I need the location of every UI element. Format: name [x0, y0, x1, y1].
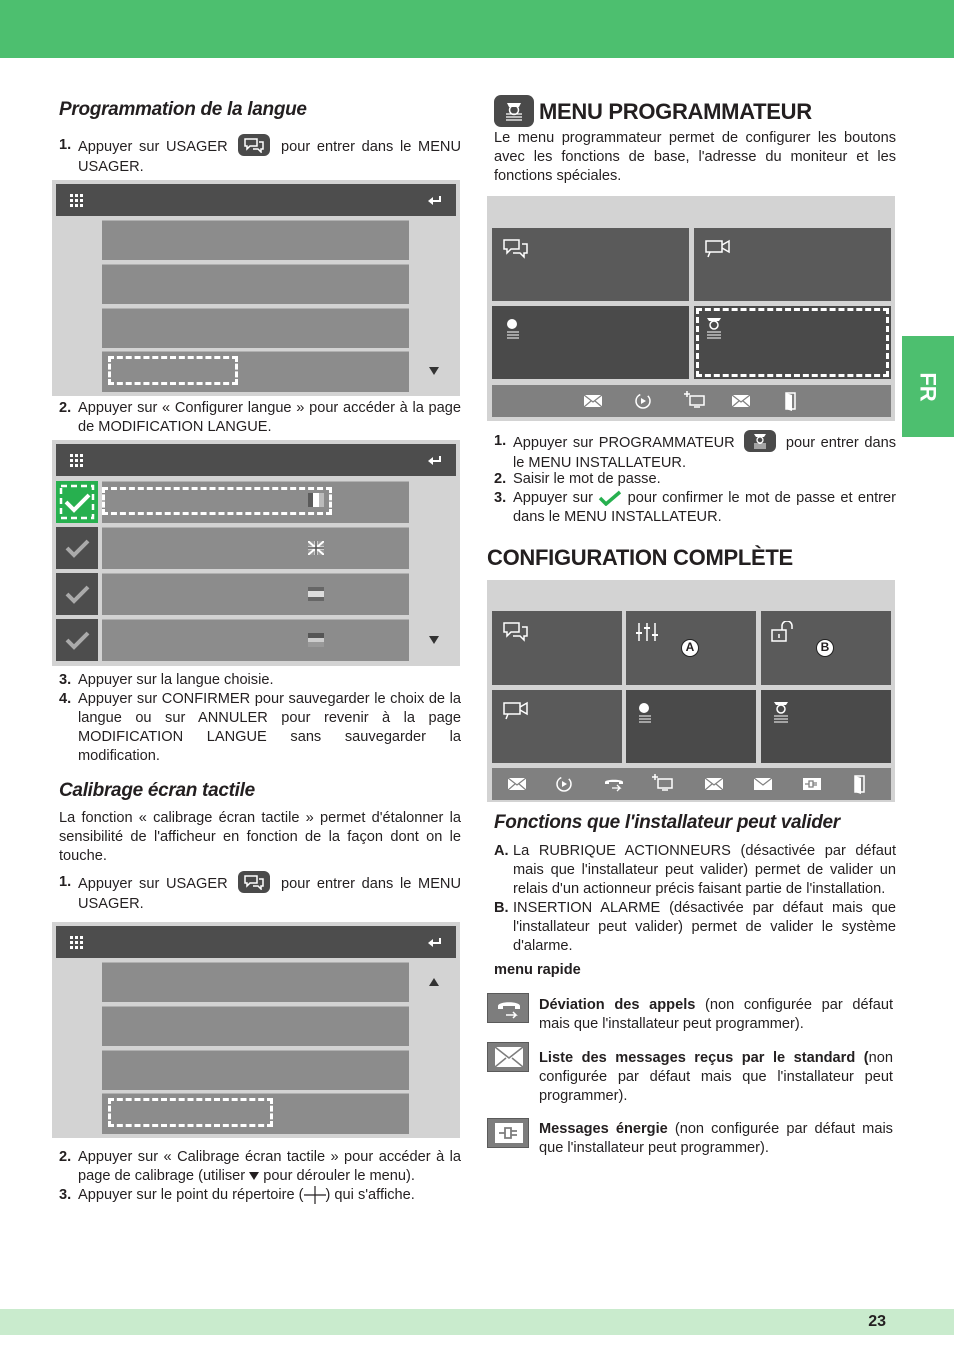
checkbox-selected[interactable] — [56, 481, 98, 523]
step-number: 1. — [59, 137, 72, 153]
quick-item-title: Liste des messages reçus par le standard ( — [539, 1050, 869, 1066]
quick-menu-label: menu rapide — [494, 962, 581, 978]
screen-programmer-menu — [487, 196, 895, 421]
quick-item-desc: (non configurée par défaut mais que l'installateur peut programmer). — [539, 997, 893, 1032]
checkbox[interactable] — [56, 619, 98, 661]
quick-item-desc: non configurée par défaut mais que l'installateur peut programmer). — [539, 1050, 893, 1104]
door-icon[interactable] — [783, 391, 799, 411]
tile-video[interactable] — [694, 228, 891, 301]
step-text: Appuyer sur CONFIRMER pour sauvegarder le choix de la langue ou sur ANNULER pour revenir à la page MODIFICATION LANGUE sans sauvegarder la modification. — [78, 691, 461, 764]
grid-icon[interactable] — [70, 194, 83, 207]
step-number: 2. — [494, 471, 507, 487]
scroll-down-icon[interactable] — [429, 367, 439, 375]
language-tab-label: FR — [915, 371, 941, 402]
step-2-programmer — [494, 470, 896, 489]
usager-button-icon — [238, 871, 270, 893]
message-icon[interactable] — [704, 776, 724, 792]
screen-full-configuration — [487, 580, 895, 802]
programmer-icon — [494, 95, 534, 127]
page-number: 23 — [868, 1313, 886, 1330]
grid-icon[interactable] — [70, 454, 83, 467]
step-text: ) qui s'affiche. — [325, 1187, 415, 1203]
step-number: 1. — [59, 874, 72, 890]
quick-item-title: Déviation des appels — [539, 997, 696, 1013]
switchboard-messages-icon[interactable] — [753, 776, 773, 792]
badge-b: B — [816, 639, 834, 657]
camera-icon — [502, 700, 530, 722]
message-icon[interactable] — [731, 393, 751, 409]
programmer-button-icon — [744, 430, 776, 452]
chat-icon — [502, 621, 530, 643]
screen-user-menu — [52, 180, 460, 396]
checkbox[interactable] — [56, 527, 98, 569]
highlight-dashed — [108, 356, 238, 385]
step-4-language — [59, 690, 461, 766]
step-text: Appuyer sur la langue choisie. — [78, 672, 274, 688]
energy-message-icon[interactable] — [802, 776, 822, 792]
usager-button-icon — [238, 134, 270, 156]
return-icon[interactable] — [428, 196, 442, 206]
screen-header — [56, 184, 456, 216]
check-icon — [56, 527, 98, 569]
step-text: Appuyer sur — [513, 490, 593, 506]
italy-flag-icon — [308, 493, 324, 507]
message-list-icon[interactable] — [507, 776, 527, 792]
auto-on-icon[interactable] — [555, 775, 573, 793]
camera-icon — [704, 238, 732, 260]
step-text: Appuyer sur USAGER — [78, 138, 228, 155]
crosshair-icon — [304, 1186, 326, 1204]
footer-bar — [0, 1309, 954, 1335]
step-number: 4. — [59, 691, 72, 707]
menu-programmer-title: MENU PROGRAMMATEUR — [539, 99, 812, 124]
check-icon — [56, 481, 98, 523]
step-number: 2. — [59, 400, 72, 416]
item-letter: B. — [494, 900, 509, 916]
header-bar — [0, 0, 954, 58]
check-icon — [56, 573, 98, 615]
scroll-up-icon[interactable] — [429, 978, 439, 986]
step-1-language — [59, 136, 461, 177]
call-divert-icon — [487, 993, 529, 1023]
screen-user-menu-calibration — [52, 922, 460, 1138]
tile-user[interactable] — [492, 306, 689, 379]
programmer-icon — [771, 700, 791, 726]
step-1-calibration — [59, 873, 461, 914]
sliders-icon — [635, 621, 659, 643]
quick-item-call-divert — [539, 996, 893, 1034]
function-b — [494, 899, 896, 956]
tile-video[interactable] — [492, 690, 622, 763]
tile-alarm[interactable] — [761, 611, 891, 685]
return-icon[interactable] — [428, 938, 442, 948]
step-2-calibration — [59, 1148, 461, 1186]
step-text: Appuyer sur le point du répertoire ( — [78, 1187, 304, 1203]
step-text: pour entrer dans le MENU USAGER. — [78, 875, 462, 912]
call-divert-icon[interactable] — [603, 776, 625, 792]
unlock-icon — [770, 621, 798, 643]
add-screen-icon[interactable] — [652, 774, 674, 792]
tile-user[interactable] — [626, 690, 756, 763]
switchboard-messages-icon — [487, 1042, 529, 1072]
energy-message-icon — [487, 1118, 529, 1148]
quick-menu-bar — [492, 385, 891, 417]
highlight-dashed — [696, 308, 889, 377]
step-text: pour dérouler le menu). — [263, 1168, 415, 1184]
highlight-dashed — [102, 487, 332, 515]
language-row[interactable] — [102, 619, 409, 661]
grid-icon[interactable] — [70, 936, 83, 949]
step-text: Appuyer sur « Configurer langue » pour accéder à la page de MODIFICATION LANGUE. — [78, 400, 461, 435]
chat-icon — [502, 238, 530, 260]
step-text: Saisir le mot de passe. — [513, 471, 661, 487]
spain-flag-icon — [308, 587, 324, 601]
scroll-down-icon[interactable] — [429, 636, 439, 644]
quick-item-desc: (non configurée par défaut mais que l'installateur peut programmer). — [539, 1121, 893, 1156]
language-tab — [902, 336, 954, 437]
menu-programmer-paragraph: Le menu programmateur permet de configurer les boutons avec les fonctions de base, l'adresse du moniteur et les fonctions spéciales. — [494, 130, 896, 184]
config-complete-title: CONFIGURATION COMPLÈTE — [487, 545, 793, 570]
step-text: Appuyer sur « Calibrage écran tactile » pour accéder à la page de calibrage (utiliser — [78, 1149, 461, 1184]
language-row[interactable] — [102, 573, 409, 615]
step-3-language — [59, 671, 461, 690]
quick-item-title: Messages énergie — [539, 1121, 668, 1137]
step-text: pour entrer dans le MENU USAGER. — [78, 138, 462, 175]
highlight-dashed — [108, 1098, 273, 1127]
menu-row[interactable] — [102, 1050, 409, 1090]
check-icon — [56, 619, 98, 661]
step-2-language — [59, 399, 461, 437]
tile-programmer[interactable] — [761, 690, 891, 763]
user-icon — [504, 318, 522, 342]
uk-flag-icon — [308, 541, 324, 555]
step-1-programmer — [494, 432, 896, 473]
installer-functions-title: Fonctions que l'installateur peut valider — [494, 812, 840, 833]
step-text: Appuyer sur PROGRAMMATEUR — [513, 434, 735, 451]
step-number: 3. — [59, 1187, 72, 1203]
step-number: 2. — [59, 1149, 72, 1165]
screen-language-edit — [52, 440, 460, 666]
step-text: pour entrer dans le MENU INSTALLATEUR. — [513, 434, 896, 471]
menu-row[interactable] — [102, 220, 409, 260]
add-screen-icon[interactable] — [684, 391, 706, 409]
item-text: La RUBRIQUE ACTIONNEURS (désactivée par défaut mais que l'installateur peut valider) permet de valider un relais d'un actionneur précis faisant partie de l'installation. — [513, 843, 896, 897]
checkbox[interactable] — [56, 573, 98, 615]
user-icon — [636, 702, 654, 726]
step-3-programmer — [494, 489, 896, 527]
screen-header — [56, 926, 456, 958]
quick-item-energy — [539, 1120, 893, 1158]
step-number: 3. — [59, 672, 72, 688]
section-title-calibration: Calibrage écran tactile — [59, 780, 255, 801]
tile-actuators[interactable] — [626, 611, 756, 685]
green-check-icon — [598, 490, 622, 506]
menu-row[interactable] — [102, 1006, 409, 1046]
screen-header — [56, 444, 456, 476]
tile-intercom[interactable] — [492, 611, 622, 685]
menu-row[interactable] — [102, 308, 409, 348]
menu-row[interactable] — [102, 962, 409, 1002]
badge-a: A — [681, 639, 699, 657]
return-icon[interactable] — [428, 456, 442, 466]
calibration-paragraph: La fonction « calibrage écran tactile » permet d'étalonner la sensibilité de l'afficheur en fonction de la façon dont on le touche. — [59, 810, 461, 864]
item-letter: A. — [494, 843, 509, 859]
quick-item-switchboard — [539, 1049, 893, 1106]
step-3-calibration — [59, 1186, 461, 1205]
item-text: INSERTION ALARME (désactivée par défaut mais que l'installateur peut valider) permet de valider le système d'alarme. — [513, 900, 896, 954]
section-title-language: Programmation de la langue — [59, 99, 307, 120]
menu-row[interactable] — [102, 264, 409, 304]
function-a — [494, 842, 896, 899]
message-list-icon[interactable] — [583, 393, 603, 409]
step-number: 3. — [494, 490, 507, 506]
down-arrow-icon — [249, 1172, 259, 1180]
germany-flag-icon — [308, 633, 324, 647]
auto-on-icon[interactable] — [634, 392, 652, 410]
door-icon[interactable] — [852, 774, 868, 794]
tile-intercom[interactable] — [492, 228, 689, 301]
step-number: 1. — [494, 433, 507, 449]
tile-programmer[interactable] — [694, 306, 891, 379]
step-text: pour confirmer le mot de passe et entrer dans le MENU INSTALLATEUR. — [513, 490, 897, 525]
quick-menu-bar — [492, 768, 891, 800]
language-row[interactable] — [102, 527, 409, 569]
step-text: Appuyer sur USAGER — [78, 875, 228, 892]
